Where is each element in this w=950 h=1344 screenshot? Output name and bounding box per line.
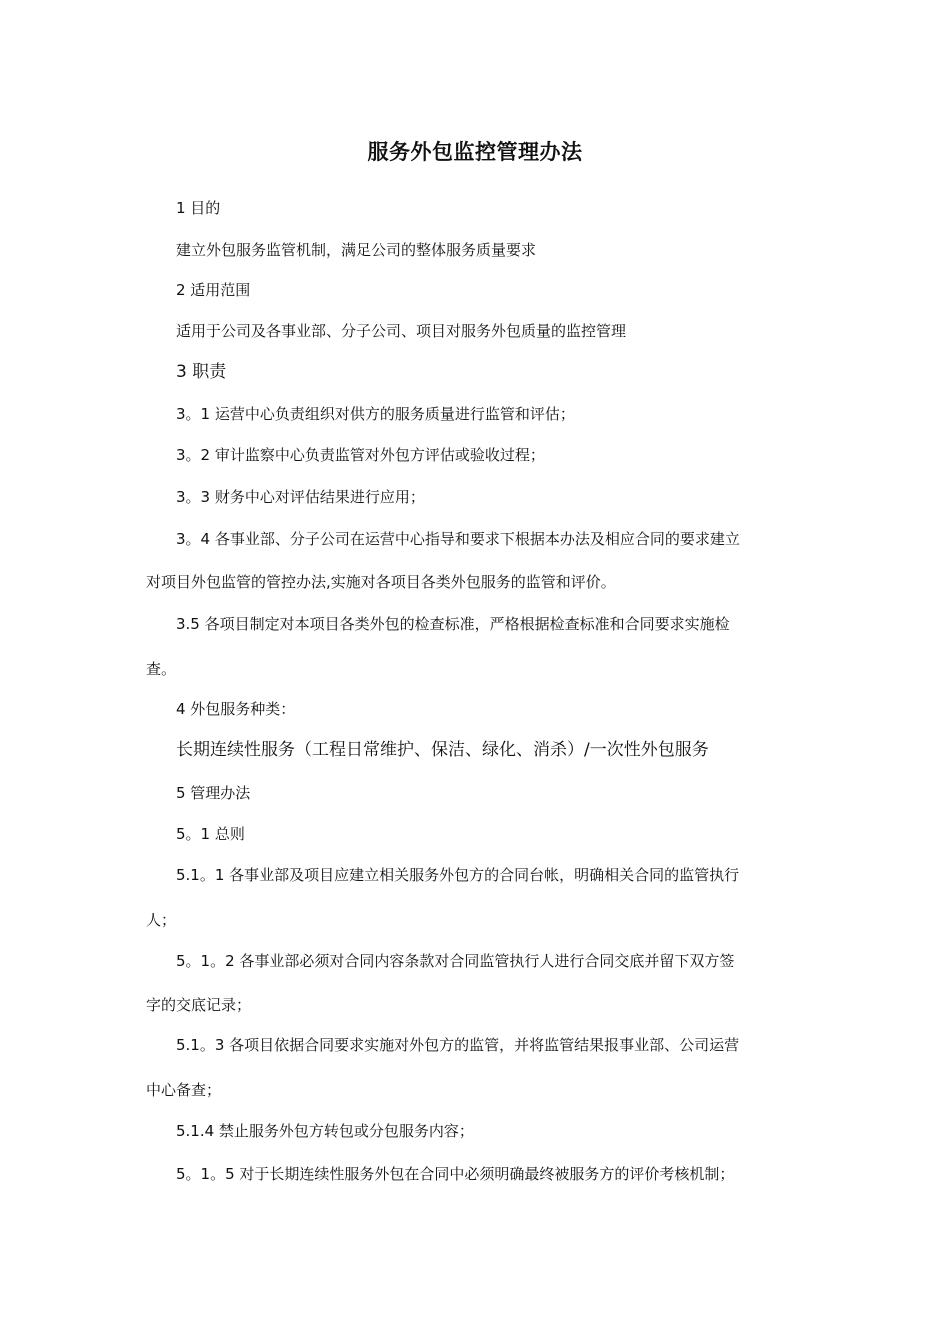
paragraph-5-1-1-cont: 人； <box>146 911 177 929</box>
paragraph-3-1: 3。1 运营中心负责组织对供方的服务质量进行监管和评估； <box>176 405 575 423</box>
paragraph-3-3: 3。3 财务中心对评估结果进行应用； <box>176 488 425 506</box>
heading-management: 5 管理办法 <box>176 784 251 802</box>
heading-scope: 2 适用范围 <box>176 281 251 299</box>
heading-service-types: 4 外包服务种类： <box>176 700 296 718</box>
paragraph-3-5-cont: 查。 <box>146 660 177 678</box>
paragraph-5-1-3: 5.1。3 各项目依据合同要求实施对外包方的监管，并将监管结果报事业部、公司运营 <box>176 1036 740 1054</box>
document-title: 服务外包监控管理办法 <box>367 140 583 164</box>
paragraph-5-1-2: 5。1。2 各事业部必须对合同内容条款对合同监管执行人进行合同交底并留下双方签 <box>176 952 735 970</box>
heading-purpose: 1 目的 <box>176 199 221 217</box>
paragraph-5-1-3-cont: 中心备查； <box>146 1081 222 1099</box>
paragraph-3-5: 3.5 各项目制定对本项目各类外包的检查标准，严格根据检查标准和合同要求实施检 <box>176 615 730 633</box>
paragraph-5-1-2-cont: 字的交底记录； <box>146 996 252 1014</box>
paragraph-5-1-4: 5.1.4 禁止服务外包方转包或分包服务内容； <box>176 1122 474 1140</box>
paragraph-scope: 适用于公司及各事业部、分子公司、项目对服务外包质量的监控管理 <box>176 322 627 340</box>
heading-5-1: 5。1 总则 <box>176 825 245 843</box>
paragraph-3-4: 3。4 各事业部、分子公司在运营中心指导和要求下根据本办法及相应合同的要求建立 <box>176 530 740 548</box>
heading-responsibilities: 3 职责 <box>176 362 227 382</box>
paragraph-3-2: 3。2 审计监察中心负责监管对外包方评估或验收过程； <box>176 446 545 464</box>
paragraph-purpose: 建立外包服务监管机制，满足公司的整体服务质量要求 <box>176 241 537 259</box>
paragraph-5-1-1: 5.1。1 各事业部及项目应建立相关服务外包方的合同台帐，明确相关合同的监管执行 <box>176 866 740 884</box>
paragraph-5-1-5: 5。1。5 对于长期连续性服务外包在合同中必须明确最终被服务方的评价考核机制； <box>176 1165 735 1183</box>
paragraph-service-types: 长期连续性服务（工程日常维护、保洁、绿化、消杀）/一次性外包服务 <box>176 740 709 760</box>
paragraph-3-4-cont: 对项目外包监管的管控办法,实施对各项目各类外包服务的监管和评价。 <box>146 573 616 591</box>
